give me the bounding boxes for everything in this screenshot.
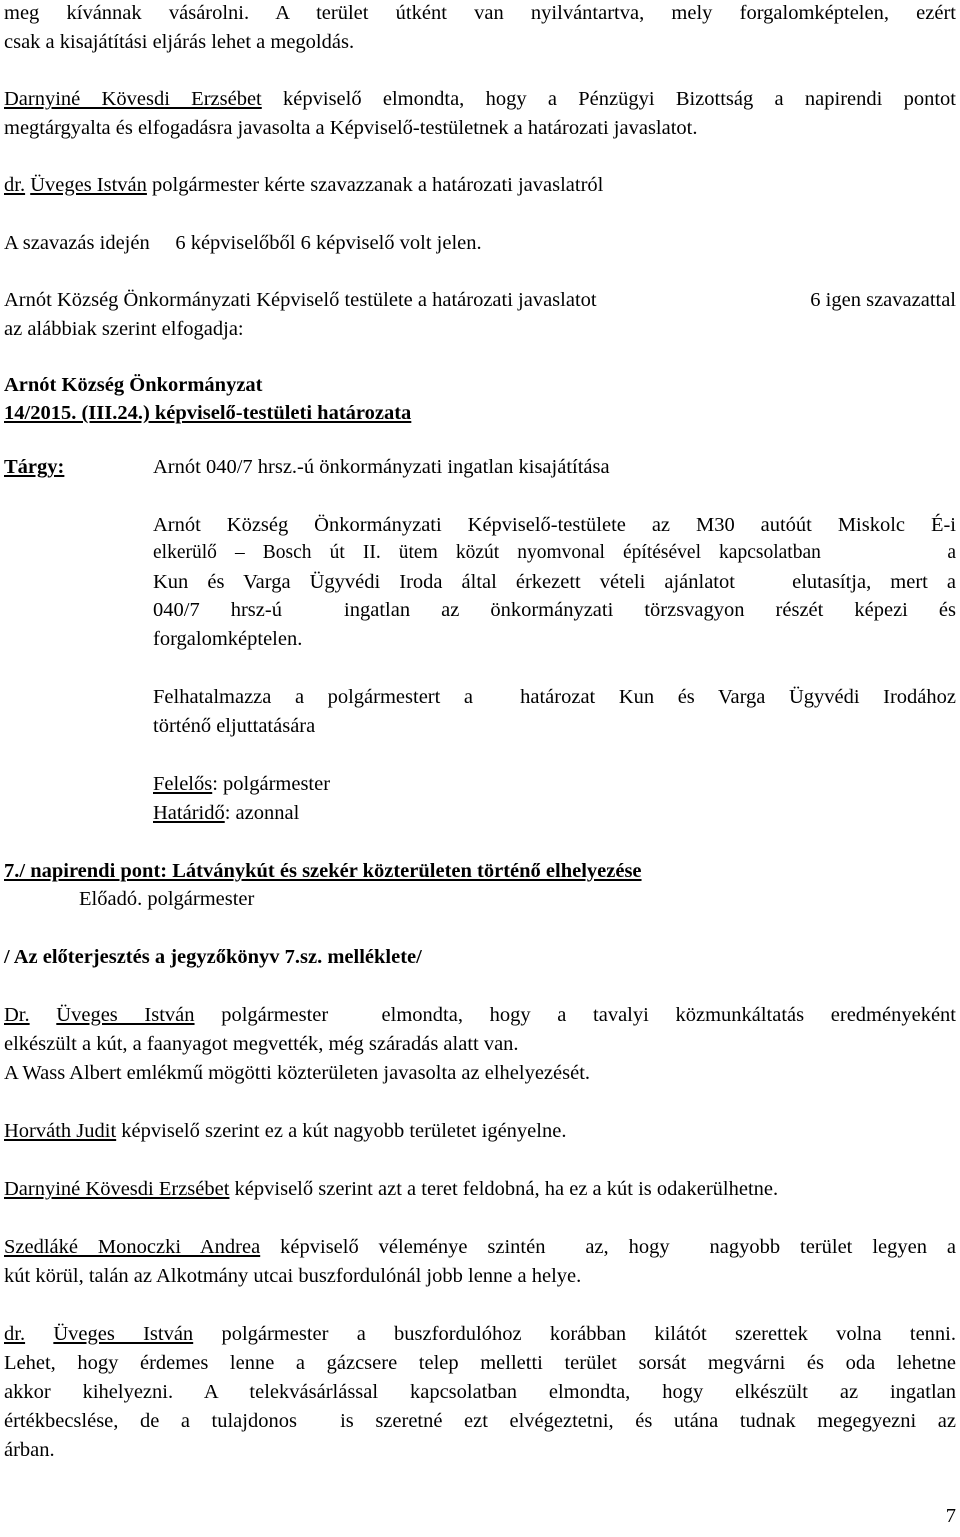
paragraph-text: polgármester elmondta, hogy a tavalyi közmunkáltatás eredményeként <box>194 1004 956 1026</box>
speaker-name: Horváth Judit <box>4 1120 117 1142</box>
deadline-value: : azonnal <box>224 802 300 824</box>
vote-result-line: az alábbiak szerint elfogadja: <box>4 318 244 340</box>
paragraph-text: képviselő véleménye szintén az, hogy nagyobb terület legyen a <box>260 1236 957 1258</box>
subject-text: Arnót 040/7 hrsz.-ú önkormányzati ingatlan kisajátítása <box>153 456 610 478</box>
paragraph-text: képviselő elmondta, hogy a Pénzügyi Bizottság a napirendi pontot <box>261 88 957 110</box>
paragraph-text: polgármester kérte szavazzanak a határozati javaslatról <box>146 174 604 196</box>
speaker-name: Szedláké Monoczki Andrea <box>4 1236 261 1258</box>
speaker-name: Darnyiné Kövesdi Erzsébet <box>4 1178 230 1200</box>
paragraph-line: A Wass Albert emlékmű mögötti közterületen javasolta az elhelyezését. <box>4 1062 591 1084</box>
responsible-line <box>153 771 956 797</box>
paragraph-line <box>4 1234 956 1260</box>
authorization-line: történő eljuttatására <box>153 715 316 737</box>
speaker-title: dr. <box>4 174 26 196</box>
speaker-title: dr. <box>4 1323 26 1345</box>
paragraph-line <box>4 86 956 112</box>
agenda-attachment: / Az előterjesztés a jegyzőkönyv 7.sz. melléklete/ <box>4 946 422 968</box>
paragraph-line <box>4 1321 956 1347</box>
paragraph-line: kút körül, talán az Alkotmány utcai buszfordulónál jobb lenne a helye. <box>4 1265 582 1287</box>
speaker-name: Darnyiné Kövesdi Erzsébet <box>4 88 262 110</box>
paragraph-line: akkor kihelyezni. A telekvásárlással kapcsolatban elmondta, hogy elkészült az ingatlan <box>4 1381 956 1403</box>
paragraph-line: megtárgyalta és elfogadásra javasolta a Képviselő-testületnek a határozati javaslatot. <box>4 117 698 139</box>
resolution-body-line: 040/7 hrsz-ú ingatlan az önkormányzati törzsvagyon részét képezi és <box>153 599 956 621</box>
paragraph-text: polgármester a buszfordulóhoz korábban kilátót szerettek volna tenni. <box>193 1323 957 1345</box>
speaker-name: Üveges István <box>30 174 147 196</box>
paragraph-line: meg kívánnak vásárolni. A terület útként van nyilvántartva, mely forgalomképtelen, ezért <box>4 2 956 24</box>
paragraph-line <box>4 172 956 198</box>
agenda-title: 7./ napirendi pont: Látványkút és szekér közterületen történő elhelyezése <box>4 860 642 882</box>
agenda-presenter: Előadó. polgármester <box>79 888 255 910</box>
subject-label: Tárgy: <box>4 456 65 478</box>
speaker-name: Üveges István <box>56 1004 195 1026</box>
responsible-label: Felelős <box>153 773 213 795</box>
vote-presence: A szavazás idején 6 képviselőből 6 képviselő volt jelen. <box>4 232 482 254</box>
vote-result-line <box>4 287 956 313</box>
resolution-org: Arnót Község Önkormányzat <box>4 374 263 396</box>
page-number: 7 <box>945 1505 956 1527</box>
vote-count: 6 igen szavazattal <box>810 289 956 311</box>
speaker-name: Üveges István <box>53 1323 194 1345</box>
paragraph-line: értékbecslése, de a tulajdonos is szeretné ezt elvégeztetni, és utána tudnak megegyezni az <box>4 1410 956 1432</box>
speaker-title: Dr. <box>4 1004 30 1026</box>
paragraph-line <box>4 1176 956 1202</box>
paragraph-line: árban. <box>4 1439 55 1461</box>
responsible-value: : polgármester <box>212 773 331 795</box>
resolution-number: 14/2015. (III.24.) képviselő-testületi határozata <box>4 402 412 424</box>
resolution-body-line: forgalomképtelen. <box>153 628 303 650</box>
paragraph-line <box>4 1002 956 1028</box>
paragraph-line: elkészült a kút, a faanyagot megvették, még száradás alatt van. <box>4 1033 519 1055</box>
resolution-body-line: Kun és Varga Ügyvédi Iroda által érkezett vételi ajánlatot elutasítja, mert a <box>153 571 956 593</box>
paragraph-text: képviselő szerint ez a kút nagyobb területet igényelne. <box>116 1120 567 1142</box>
authorization-line: Felhatalmazza a polgármestert a határozat Kun és Varga Ügyvédi Irodához <box>153 686 956 708</box>
resolution-body-line: Arnót Község Önkormányzati Képviselő-testülete az M30 autóút Miskolc É-i <box>153 514 956 536</box>
paragraph-line <box>4 1118 956 1144</box>
deadline-line <box>153 800 956 826</box>
paragraph-line: csak a kisajátítási eljárás lehet a megoldás. <box>4 31 355 53</box>
resolution-body-line: elkerülő – Bosch út II. ütem közút nyomvonal építésével kapcsolatban a <box>153 542 956 563</box>
paragraph-text: képviselő szerint azt a teret feldobná, ha ez a kút is odakerülhetne. <box>229 1178 779 1200</box>
paragraph-line: Lehet, hogy érdemes lenne a gázcsere telep melletti terület sorsát megvárni és oda lehetne <box>4 1352 956 1374</box>
deadline-label: Határidő <box>153 802 225 824</box>
vote-result-text: Arnót Község Önkormányzati Képviselő testülete a határozati javaslatot <box>4 289 597 311</box>
